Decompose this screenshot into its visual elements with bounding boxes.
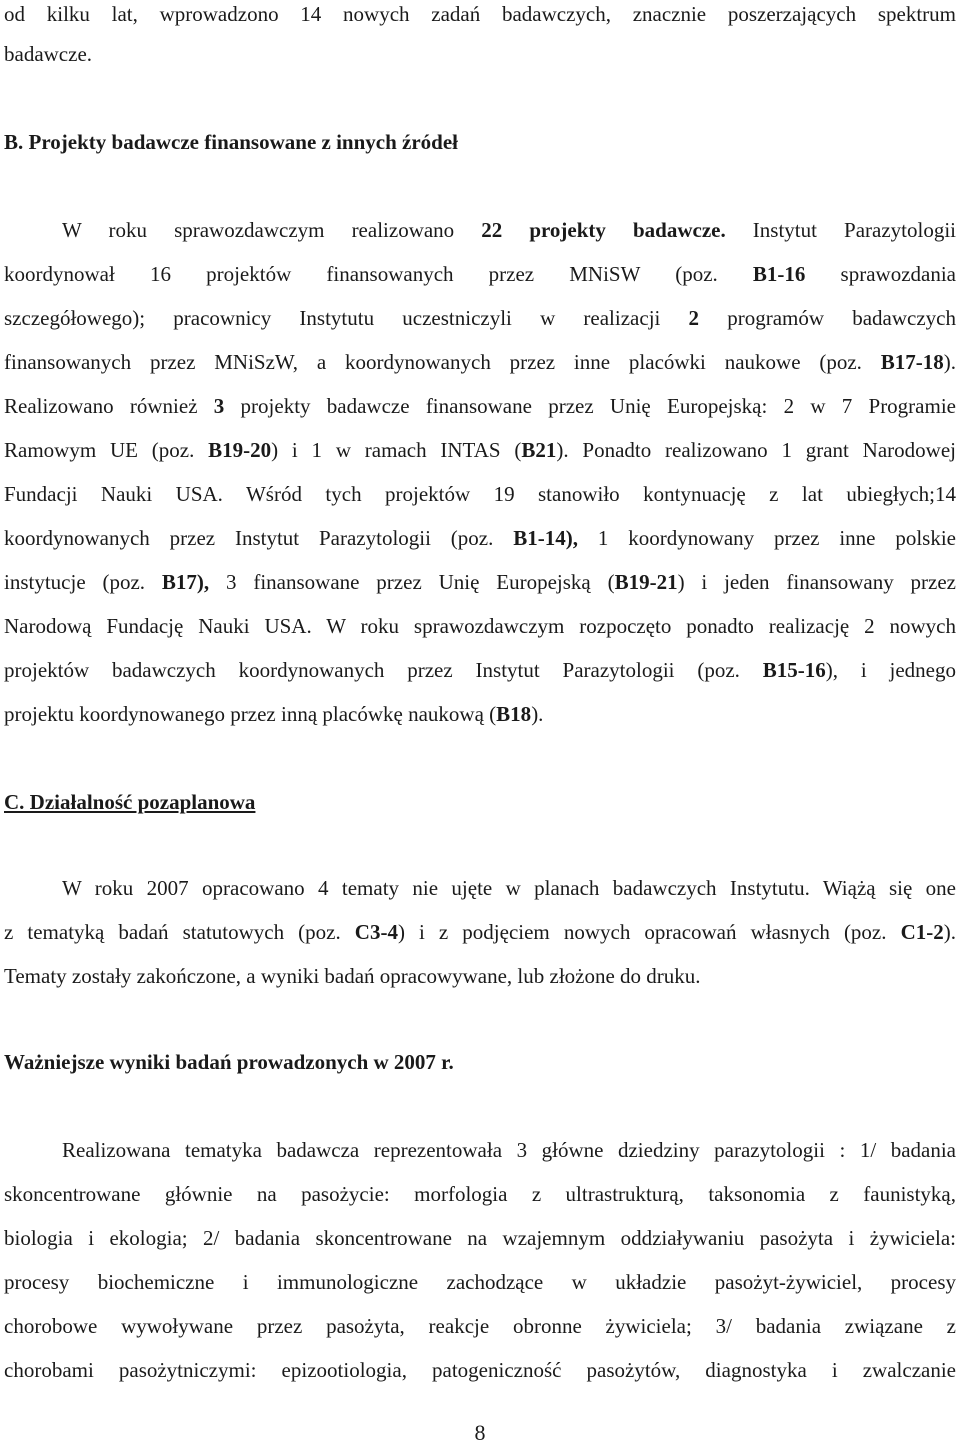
section-b-line-7: Fundacji Nauki USA. Wśród tych projektów 19 stanowiło kontynuację z lat ubiegłych;14	[4, 482, 956, 506]
section-b-line-4: finansowanych przez MNiSzW, a koordynowanych przez inne placówki naukowe (poz. B17-18).	[4, 350, 956, 374]
section-c-line-2: z tematyką badań statutowych (poz. C3-4) i z podjęciem nowych opracowań własnych (poz. C1-2).	[4, 920, 956, 944]
section-b-line-12: projektu koordynowanego przez inną placówkę naukową (B18).	[4, 702, 544, 726]
section-c-heading: C. Działalność pozaplanowa	[4, 790, 256, 814]
section-b-line-10: Narodową Fundację Nauki USA. W roku sprawozdawczym rozpoczęto ponadto realizację 2 nowych	[4, 614, 956, 638]
section-b-line-9: instytucje (poz. B17), 3 finansowane przez Unię Europejską (B19-21) i jeden finansowany przez	[4, 570, 956, 594]
section-c-line-3: Tematy zostały zakończone, a wyniki badań opracowywane, lub złożone do druku.	[4, 964, 701, 988]
section-c-line-1: W roku 2007 opracowano 4 tematy nie ujęte w planach badawczych Instytutu. Wiążą się one	[62, 876, 956, 900]
page-number: 8	[474, 1420, 486, 1445]
section-b-line-6: Ramowym UE (poz. B19-20) i 1 w ramach INTAS (B21). Ponadto realizowano 1 grant Narodowej	[4, 438, 956, 462]
results-line-3: biologia i ekologia; 2/ badania skoncentrowane na wzajemnym oddziaływaniu pasożyta i żywiciela:	[4, 1226, 956, 1250]
results-line-4: procesy biochemiczne i immunologiczne zachodzące w układzie pasożyt-żywiciel, procesy	[4, 1270, 956, 1294]
section-b-line-1: W roku sprawozdawczym realizowano 22 projekty badawcze. Instytut Parazytologii	[62, 218, 957, 242]
results-line-5: chorobowe wywoływane przez pasożyta, reakcje obronne żywiciela; 3/ badania związane z	[4, 1314, 956, 1338]
section-b-line-5: Realizowano również 3 projekty badawcze finansowane przez Unię Europejską: 2 w 7 Programie	[4, 394, 956, 418]
section-b-line-8: koordynowanych przez Instytut Parazytologii (poz. B1-14), 1 koordynowany przez inne polskie	[4, 526, 957, 550]
intro-line-1: od kilku lat, wprowadzono 14 nowych zadań badawczych, znacznie poszerzających spektrum	[4, 2, 956, 26]
section-b-line-2: koordynował 16 projektów finansowanych przez MNiSW (poz. B1-16 sprawozdania	[4, 262, 956, 286]
results-line-1: Realizowana tematyka badawcza reprezentowała 3 główne dziedziny parazytologii : 1/ badania	[62, 1138, 956, 1162]
results-line-6: chorobami pasożytniczymi: epizootiologia, patogeniczność pasożytów, diagnostyka i zwalczanie	[4, 1358, 956, 1382]
section-b-line-3: szczegółowego); pracownicy Instytutu uczestniczyli w realizacji 2 programów badawczych	[4, 306, 956, 330]
section-b-line-11: projektów badawczych koordynowanych przez Instytut Parazytologii (poz. B15-16), i jednego	[4, 658, 956, 682]
results-heading: Ważniejsze wyniki badań prowadzonych w 2007 r.	[4, 1050, 454, 1074]
results-line-2: skoncentrowane głównie na pasożycie: morfologia z ultrastrukturą, taksonomia z faunistyką,	[4, 1182, 956, 1206]
intro-line-2: badawcze.	[4, 42, 93, 66]
section-b-heading: B. Projekty badawcze finansowane z innych źródeł	[4, 130, 459, 154]
